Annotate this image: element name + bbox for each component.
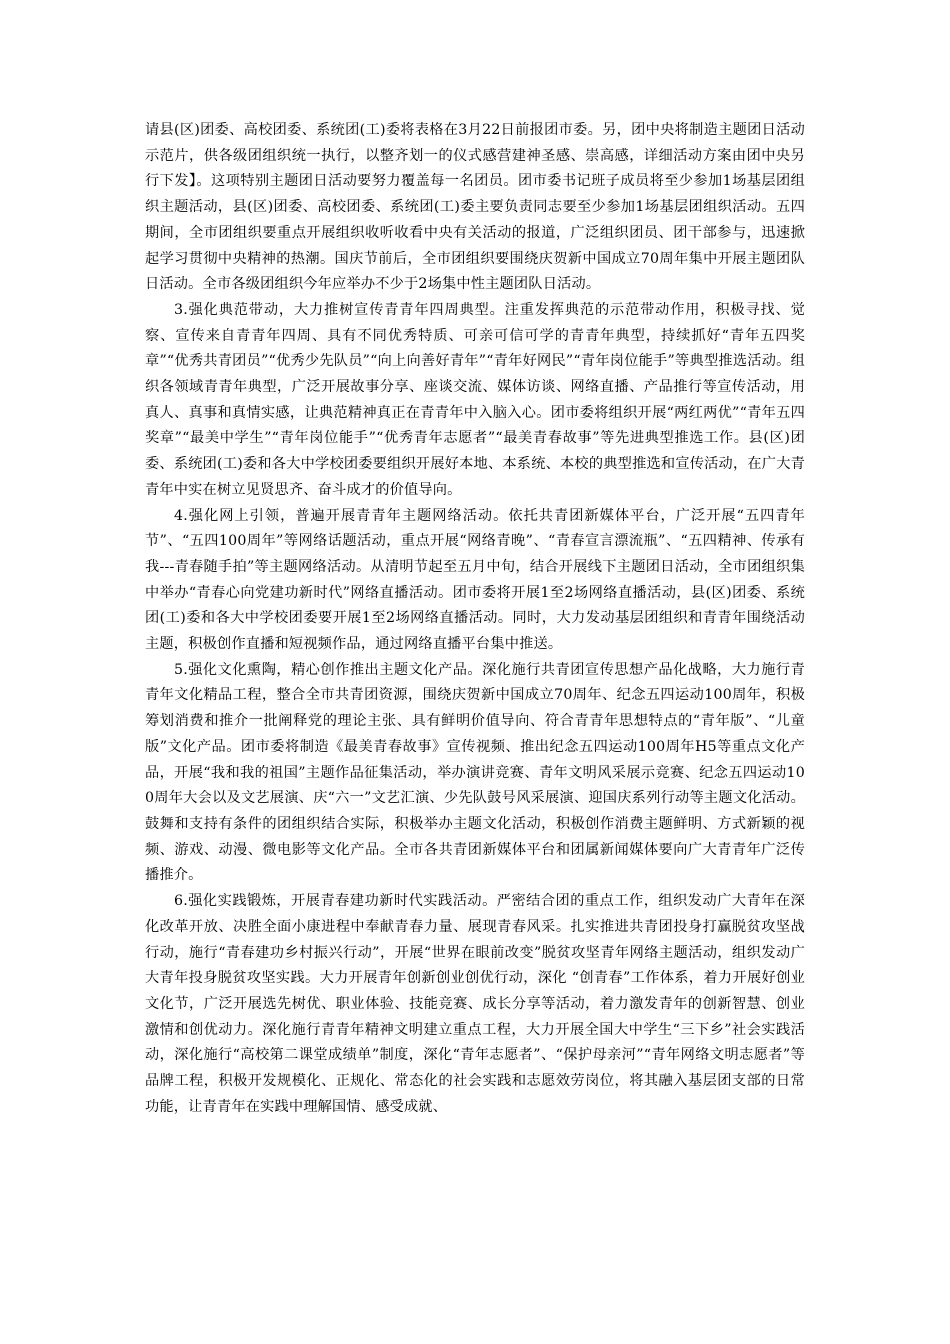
paragraph-item-6: 6.强化实践锻炼，开展青春建功新时代实践活动。严密结合团的重点工作，组织发动广大青年在深化改革开放、决胜全面小康进程中奉献青春力量、展现青春风采。扎实推进共青团投身打赢脱贫攻坚战行动，施行“青春建功乡村振兴行动”，开展“世界在眼前改变”脱贫攻坚青年网络主题活动，组织发动广大青年投身脱贫攻坚实践。大力开展青年创新创业创优行动，深化 “创青春”工作体系，着力开展好创业文化节，广泛开展选先树优、职业体验、技能竞赛、成长分享等活动，着力激发青年的创新智慧、创业激情和创优动力。深化施行青青年精神文明建立重点工程，大力开展全国大中学生“三下乡”社会实践活动，深化施行“高校第二课堂成绩单”制度，深化“青年志愿者”、“保护母亲河”“青年网络文明志愿者”等品牌工程，积极开发规模化、正规化、常态化的社会实践和志愿效劳岗位，将其融入基层团支部的日常功能，让青青年在实践中理解国情、感受成就、 — [145, 893, 805, 1115]
paragraph-item-5: 5.强化文化熏陶，精心创作推出主题文化产品。深化施行共青团宣传思想产品化战略，大力施行青青年文化精品工程，整合全市共青团资源，围绕庆贺新中国成立70周年、纪念五四运动100周年，积极筹划消费和推介一批阐释党的理论主张、具有鲜明价值导向、符合青青年思想特点的“青年版”、“儿童版”文化产品。团市委将制造《最美青春故事》宣传视频、推出纪念五四运动100周年H5等重点文化产品，开展“我和我的祖国”主题作品征集活动，举办演讲竞赛、青年文明风采展示竞赛、纪念五四运动100周年大会以及文艺展演、庆“六一”文艺汇演、少先队鼓号风采展演、迎国庆系列行动等主题文化活动。鼓舞和支持有条件的团组织结合实际，积极举办主题文化活动，积极创作消费主题鲜明、方式新颖的视频、游戏、动漫、微电影等文化产品。全市各共青团新媒体平台和团属新闻媒体要向广大青青年广泛传播推介。 — [145, 661, 805, 884]
paragraph-item-3: 3.强化典范带动，大力推树宣传青青年四周典型。注重发挥典范的示范带动作用，积极寻找、觉察、宣传来自青青年四周、具有不同优秀特质、可亲可信可学的青青年典型，持续抓好“青年五四奖章”“优秀共青团员”“优秀少先队员”“向上向善好青年”“青年好网民”“青年岗位能手”等典型推选活动。组织各领域青青年典型，广泛开展故事分享、座谈交流、媒体访谈、网络直播、产品推行等宣传活动，用真人、真事和真情实感，让典范精神真正在青青年中入脑入心。团市委将组织开展“两红两优”“青年五四奖章”“最美中学生”“青年岗位能手”“优秀青年志愿者”“最美青春故事”等先进典型推选工作。县(区)团委、系统团(工)委和各大中学校团委要组织开展好本地、本系统、本校的典型推选和宣传活动，在广大青青年中实在树立见贤思齐、奋斗成才的价值导向。 — [145, 301, 805, 498]
paragraph-continuation: 请县(区)团委、高校团委、系统团(工)委将表格在3月22日前报团市委。另，团中央将制造主题团日活动示范片，供各级团组织统一执行，以整齐划一的仪式感营建神圣感、崇高感，详细活动方案由团中央另行下发】。这项特别主题团日活动要努力覆盖每一名团员。团市委书记班子成员将至少参加1场基层团组织主题活动，县(区)团委、高校团委、系统团(工)委主要负责同志要至少参加1场基层团组织活动。五四期间，全市团组织要重点开展组织收听收看中央有关活动的报道，广泛组织团员、团干部参与，迅速掀起学习贯彻中央精神的热潮。国庆节前后，全市团组织要围绕庆贺新中国成立70周年集中开展主题团队日活动。全市各级团组织今年应举办不少于2场集中性主题团队日活动。 — [145, 122, 805, 293]
document-page — [145, 118, 805, 1120]
paragraph-item-4: 4.强化网上引领，普遍开展青青年主题网络活动。依托共青团新媒体平台，广泛开展“五四青年节”、“五四100周年”等网络话题活动，重点开展“网络青晚”、“青春宣言漂流瓶”、“五四精神、传承有我---青春随手拍”等主题网络活动。从清明节起至五月中旬，结合开展线下主题团日活动，全市团组织集中举办“青春心向党建功新时代”网络直播活动。团市委将开展1至2场网络直播活动，县(区)团委、系统团(工)委和各大中学校团委要开展1至2场网络直播活动。同时，大力发动基层团组织和青青年围绕活动主题，积极创作直播和短视频作品，通过网络直播平台集中推送。 — [145, 507, 805, 653]
